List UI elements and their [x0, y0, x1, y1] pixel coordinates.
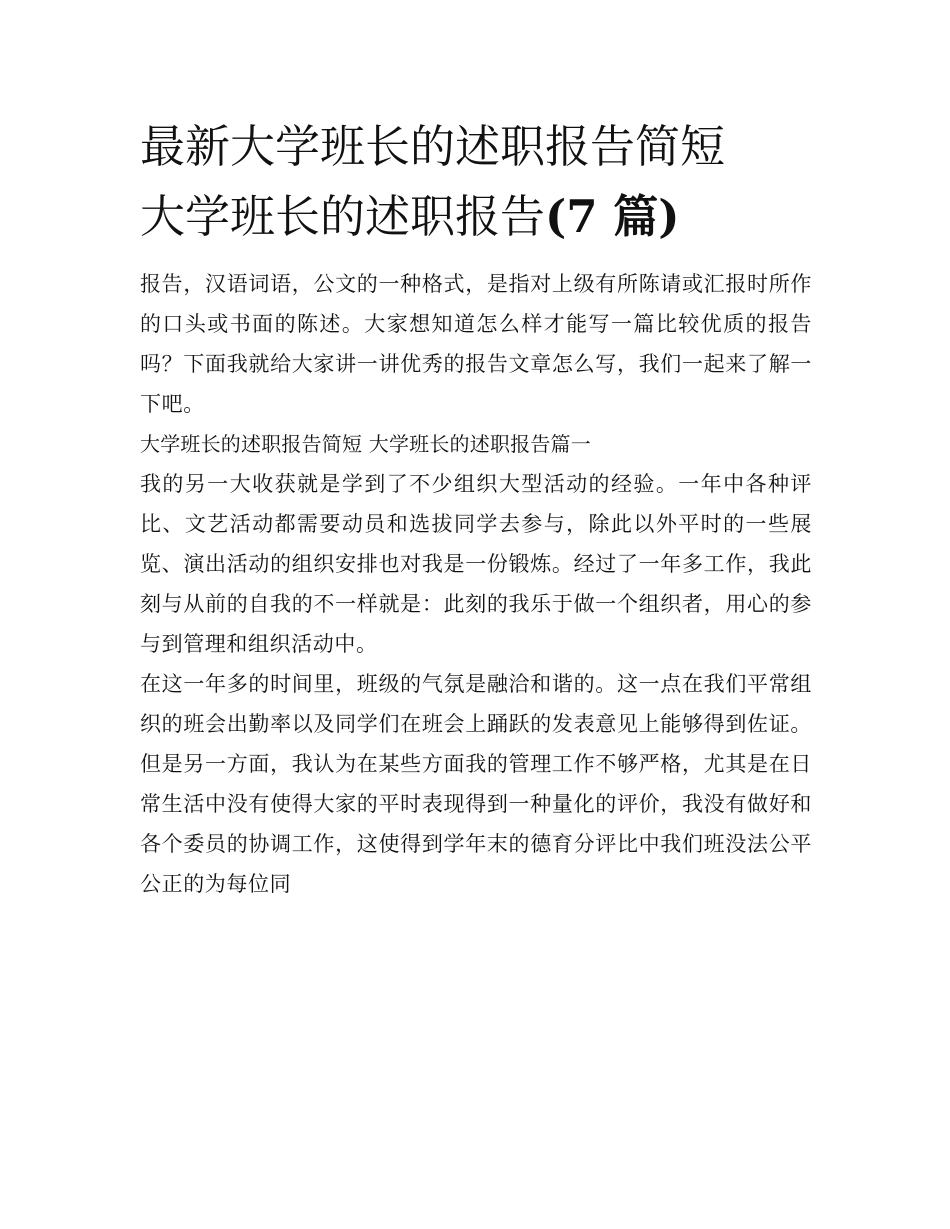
document-body — [140, 264, 812, 904]
body-paragraph-1: 我的另一大收获就是学到了不少组织大型活动的经验。一年中各种评比、文艺活动都需要动员和选拔同学去参与，除此以外平时的一些展览、演出活动的组织安排也对我是一份锻炼。经过了一年多工作，我此刻与从前的自我的不一样就是：此刻的我乐于做一个组织者，用心的参与到管理和组织活动中。 — [140, 472, 812, 656]
title-line-2: 大学班长的述职报告 — [140, 190, 546, 243]
section-heading: 大学班长的述职报告简短 大学班长的述职报告篇一 — [140, 432, 591, 456]
intro-paragraph: 报告，汉语词语，公文的一种格式，是指对上级有所陈请或汇报时所作的口头或书面的陈述。大家想知道怎么样才能写一篇比较优质的报告吗？下面我就给大家讲一讲优秀的报告文章怎么写，我们一起来了解一下吧。 — [140, 272, 812, 416]
body-paragraph-2: 在这一年多的时间里，班级的气氛是融洽和谐的。这一点在我们平常组织的班会出勤率以及同学们在班会上踊跃的发表意见上能够得到佐证。但是另一方面，我认为在某些方面我的管理工作不够严格，尤其是在日常生活中没有使得大家的平时表现得到一种量化的评价，我没有做好和各个委员的协调工作，这使得到学年末的德育分评比中我们班没法公平公正的为每位同 — [140, 672, 812, 896]
document-title — [140, 112, 812, 252]
document-page — [140, 112, 812, 904]
title-line-1: 最新大学班长的述职报告简短 — [140, 120, 726, 173]
title-count: (7 篇) — [545, 190, 680, 243]
